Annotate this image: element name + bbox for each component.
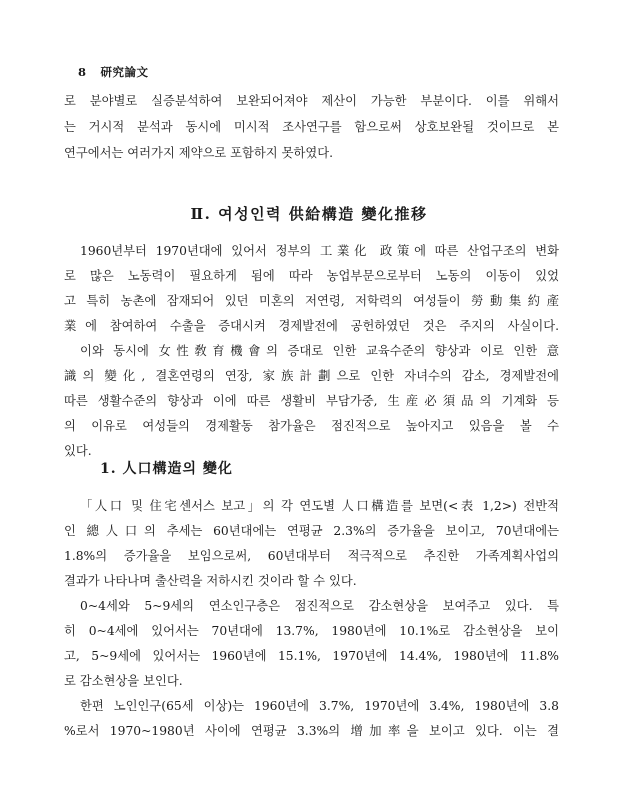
text-line: 「人口 및 住宅센서스 보고」의 각 연도별 人口構造를 보면(<表 1,2>) 전반적 bbox=[80, 499, 559, 513]
text-line: 따른 생활수준의 향상과 이에 따른 생활비 부담가중, 生産必須品의 기계화 등 bbox=[64, 394, 559, 408]
text-line: 이와 동시에 女性敎育機會의 증대로 인한 교육수준의 향상과 이로 인한 意 bbox=[80, 344, 559, 358]
text-line: 1.8%의 증가율을 보임으로써, 60년대부터 적극적으로 추진한 가족계획사업의 bbox=[64, 549, 559, 563]
section-heading: Ⅱ. 여성인력 供給構造 變化推移 bbox=[190, 205, 428, 223]
page-number: 8 bbox=[78, 65, 87, 79]
text-line: 연구에서는 여러가지 제약으로 포함하지 못하였다. bbox=[64, 146, 333, 160]
text-line: 로 감소현상을 보인다. bbox=[64, 674, 183, 688]
text-line: 고, 5~9세에 있어서는 1960년에 15.1%, 1970년에 14.4%, 1980년에 11.8% bbox=[64, 649, 559, 663]
text-line: 히 0~4세에 있어서는 70년대에 13.7%, 1980년에 10.1%로 감소현상을 보이 bbox=[64, 624, 559, 638]
text-line: 로 많은 노동력이 필요하게 됨에 따라 농업부문으로부터 노동의 이동이 있었 bbox=[64, 269, 559, 283]
text-line: 識의 變化, 결혼연령의 연장, 家族計劃으로 인한 자녀수의 감소, 경제발전에 bbox=[64, 369, 559, 383]
text-line: %로서 1970~1980년 사이에 연평균 3.3%의 增加率을 보이고 있다. 이는 결 bbox=[64, 724, 559, 738]
text-line: 의 이유로 여성들의 경제활동 참가율은 점진적으로 높아지고 있음을 볼 수 bbox=[64, 419, 559, 433]
text-line: 1960년부터 1970년대에 있어서 정부의 工業化 政策에 따른 산업구조의 변화 bbox=[80, 244, 559, 258]
text-line: 業에 참여하여 수출을 증대시켜 경제발전에 공헌하였던 것은 주지의 사실이다. bbox=[64, 319, 559, 333]
text-line: 고 특히 농촌에 잠재되어 있던 미혼의 저연령, 저학력의 여성들이 勞動集約產 bbox=[64, 294, 559, 308]
text-line: 결과가 나타나며 출산력을 저하시킨 것이라 할 수 있다. bbox=[64, 574, 357, 588]
sub-heading: 1. 人口構造의 變化 bbox=[100, 461, 233, 477]
text-line: 0~4세와 5~9세의 연소인구층은 점진적으로 감소현상을 보여주고 있다. 특 bbox=[80, 599, 559, 613]
journal-section-label: 研究論文 bbox=[100, 65, 149, 79]
text-line: 는 거시적 분석과 동시에 미시적 조사연구를 함으로써 상호보완될 것이므로 본 bbox=[64, 120, 559, 134]
running-header bbox=[78, 64, 149, 80]
text-line: 있다. bbox=[64, 444, 92, 458]
text-line: 로 분야별로 실증분석하여 보완되어져야 제산이 가능한 부분이다. 이를 위해서 bbox=[64, 94, 559, 108]
text-line: 한편 노인인구(65세 이상)는 1960년에 3.7%, 1970년에 3.4%, 1980년에 3.8 bbox=[80, 699, 559, 713]
text-line: 인 總人口의 추세는 60년대에는 연평균 2.3%의 증가율을 보이고, 70년대에는 bbox=[64, 524, 559, 538]
